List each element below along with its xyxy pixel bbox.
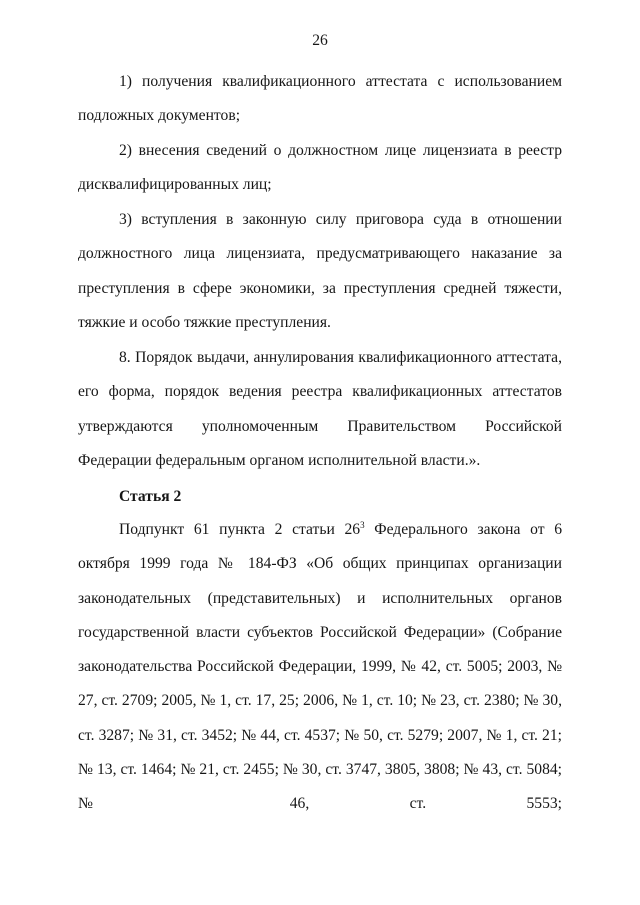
article-text-part-1: Подпункт 61 пункта 2 статьи 26 bbox=[119, 521, 361, 538]
article-superscript: 3 bbox=[360, 520, 365, 530]
article-2-paragraph bbox=[78, 513, 562, 822]
paragraph-point-8: 8. Порядок выдачи, аннулирования квалификационного аттестата, его форма, порядок ведения реестра квалификационных аттестатов утверждаются уполномоченным Правительством Российской Федерации федеральным органом исполнительной власти.». bbox=[78, 349, 562, 469]
page-number: 26 bbox=[312, 32, 328, 49]
list-item-1: 1) получения квалификационного аттестата с использованием подложных документов; bbox=[78, 73, 562, 125]
list-item-3: 3) вступления в законную силу приговора суда в отношении должностного лица лицензиата, предусматривающего наказание за преступления в сфере экономики, за преступления средней тяжести, тяжкие и особо тяжкие преступления. bbox=[78, 211, 562, 331]
article-text-part-2: Федерального закона от 6 октября 1999 года № 184-ФЗ «Об общих принципах организации законодательных (представительных) и исполнительных органов государственной власти субъектов Российской Федерации» (Собрание законодательства Российской Федерации, 1999, № 42, ст. 5005; 2003, № 27, ст. 2709; 2005, № 1, ст. 17, 25; 2006, № 1, ст. 10; № 23, ст. 2380; № 30, ст. 3287; № 31, ст. 3452; № 44, ст. 4537; № 50, ст. 5279; 2007, № 1, ст. 21; № 13, ст. 1464; № 21, ст. 2455; № 30, ст. 3747, 3805, 3808; № 43, ст. 5084; № 46, ст. 5553; bbox=[78, 521, 562, 813]
article-heading: Статья 2 bbox=[119, 488, 182, 505]
list-item-2: 2) внесения сведений о должностном лице лицензиата в реестр дисквалифицированных лиц; bbox=[78, 142, 562, 194]
